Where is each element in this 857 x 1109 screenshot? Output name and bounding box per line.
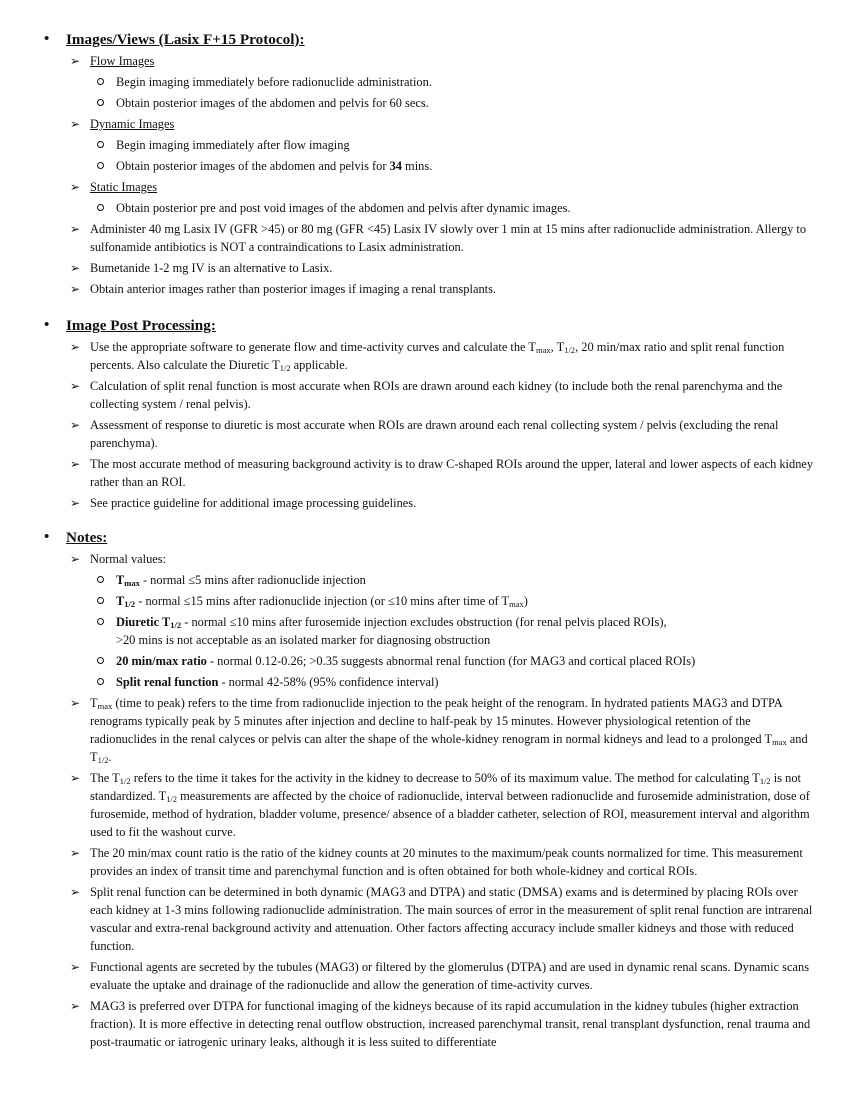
normal-value-split-renal-function: Split renal function - normal 42-58% (95% confidence interval) — [0, 673, 857, 691]
sub-list-item: Begin imaging immediately after flow imaging — [0, 136, 857, 154]
arrow-bullet-icon: ➢ — [70, 340, 81, 354]
list-item: ➢ Administer 40 mg Lasix IV (GFR >45) or 80 mg (GFR <45) Lasix IV slowly over 1 min at 15 mins after radionuclide administration. Allergy to sulfonamide antibiotics is NOT a contraindications to Lasix administration. — [70, 222, 807, 254]
section-heading: • Notes: — [44, 529, 108, 546]
circle-bullet-icon — [97, 162, 104, 169]
subsection-title: Dynamic Images — [90, 117, 175, 131]
arrow-bullet-icon: ➢ — [70, 496, 81, 510]
list-item: ➢ Split renal function can be determined in both dynamic (MAG3 and DTPA) and static (DMSA) exams and is determined by placing ROIs over each kidney at 1-3 mins following radionuclide administration. The main sources of error in the measurement of split renal function are intrarenal vascular and extra-renal background activity and attenuation. Other factors affecting accuracy include smaller kidneys and those with reduced function. — [70, 885, 813, 953]
list-item — [0, 115, 857, 133]
list-item: ➢ The 20 min/max count ratio is the ratio of the kidney counts at 20 minutes to the maximum/peak counts normalized for time. This measurement provides an index of transit time and parenchymal function and is often obtained for both whole-kidney and cortical ROIs. — [70, 846, 803, 878]
arrow-bullet-icon: ➢ — [70, 222, 81, 236]
arrow-bullet-icon: ➢ — [70, 180, 81, 194]
circle-bullet-icon — [97, 99, 104, 106]
bullet-icon: • — [44, 317, 50, 333]
list-item: ➢ Obtain anterior images rather than posterior images if imaging a renal transplants. — [70, 282, 497, 296]
arrow-bullet-icon: ➢ — [70, 885, 81, 899]
section-image-post-processing — [0, 315, 857, 515]
subsection-title: Flow Images — [90, 54, 155, 68]
sub-list-item: Obtain posterior images of the abdomen and pelvis for 34 mins. — [0, 157, 857, 175]
arrow-bullet-icon: ➢ — [70, 261, 81, 275]
list-item: ➢ $T_{max}$ (time to peak) refers to the time from radionuclide injection to the peak height of the renogram. In hydrated patients MAG3 and DTPA renograms typically peak by 5 minutes after injection and decline to half-peak by 15 minutes. However physiological retention of the radionuclides in the renal calyces or pelvis can alter the shape of the whole-kidney renogram in normal kidneys and lead to a prolonged $T_{max}$ and $T_{1/2}$. — [70, 696, 808, 765]
circle-bullet-icon — [97, 576, 104, 583]
normal-value-20-min-max-ratio: 20 min/max ratio - normal 0.12-0.26; >0.35 suggests abnormal renal function (for MAG3 and cortical placed ROIs) — [0, 652, 857, 670]
list-item — [0, 178, 857, 196]
list-item: ➢ Calculation of split renal function is most accurate when ROIs are drawn around each kidney (to include both the renal parenchyma and the collecting system / renal pelvis). — [70, 379, 783, 411]
section-images-views — [0, 29, 857, 301]
arrow-bullet-icon: ➢ — [70, 418, 81, 432]
list-item: ➢ Functional agents are secreted by the tubules (MAG3) or filtered by the glomerulus (DTPA) and are used in dynamic renal scans. Dynamic scans evaluate the uptake and drainage of the radionuclide and allow the generation of time-activity curves. — [70, 960, 810, 992]
list-item — [0, 52, 857, 70]
normal-value-diuretic-t-half: Diuretic $T_{1/2}$ - normal ≤10 mins after furosemide injection excludes obstruction (for renal pelvis placed ROIs), >20 mins is not acceptable as an isolated marker for diagnosing obstruction — [0, 613, 857, 649]
section-heading: • Images/Views (Lasix F+15 Protocol): — [44, 31, 305, 48]
arrow-bullet-icon: ➢ — [70, 696, 81, 710]
arrow-bullet-icon: ➢ — [70, 54, 81, 68]
list-item: ➢ Use the appropriate software to generate flow and time-activity curves and calculate the $T_{max}$, $T_{1/2}$, 20 min/max ratio and split renal function percents. Also calculate the Diuretic $T_{1/2}$ applicable. — [70, 340, 785, 373]
sub-list-item: Obtain posterior images of the abdomen and pelvis for 60 secs. — [0, 94, 857, 112]
list-item: ➢ The $T_{1/2}$ refers to the time it takes for the activity in the kidney to decrease to 50% of its maximum value. The method for calculating $T_{1/2}$ is not standardized. $T_{1/2}$ measurements are affected by the choice of radionuclide, interval between radionuclide and furosemide administration, dose of furosemide, method of hydration, bladder volume, presence/ absence of a bladder catheter, selection of ROI, measurement interval and algorithm used to fit the washout curve. — [70, 771, 810, 839]
list-item: ➢ See practice guideline for additional image processing guidelines. — [70, 496, 417, 510]
list-item: ➢ Assessment of response to diuretic is most accurate when ROIs are drawn around each renal collecting system / pelvis (excluding the renal parenchyma). — [70, 418, 779, 450]
arrow-bullet-icon: ➢ — [70, 771, 81, 785]
normal-value-t-half: $T_{1/2}$ - normal ≤15 mins after radionuclide injection (or ≤10 mins after time of $T_{max}$) — [0, 592, 857, 610]
sub-list-item: Obtain posterior pre and post void images of the abdomen and pelvis after dynamic images. — [0, 199, 857, 217]
list-item: ➢ MAG3 is preferred over DTPA for functional imaging of the kidneys because of its rapid accumulation in the kidney tubules (higher extraction fraction). It is more effective in detecting renal outflow obstruction, increased parenchymal transit, renal transplant dysfunction, renal trauma and post-traumatic or iatrogenic urinary leaks, although it is less suited to differentiate — [70, 999, 811, 1049]
arrow-bullet-icon: ➢ — [70, 552, 81, 566]
arrow-bullet-icon: ➢ — [70, 457, 81, 471]
arrow-bullet-icon: ➢ — [70, 117, 81, 131]
arrow-bullet-icon: ➢ — [70, 379, 81, 393]
list-item: ➢ The most accurate method of measuring background activity is to draw C-shaped ROIs around the upper, lateral and lower aspects of each kidney rather than an ROI. — [70, 457, 814, 489]
normal-value-tmax: $T_{max}$ - normal ≤5 mins after radionuclide injection — [0, 571, 857, 589]
circle-bullet-icon — [97, 78, 104, 85]
circle-bullet-icon — [97, 618, 104, 625]
circle-bullet-icon — [97, 141, 104, 148]
arrow-bullet-icon: ➢ — [70, 282, 81, 296]
circle-bullet-icon — [97, 657, 104, 664]
circle-bullet-icon — [97, 597, 104, 604]
circle-bullet-icon — [97, 204, 104, 211]
arrow-bullet-icon: ➢ — [70, 960, 81, 974]
section-heading: • Image Post Processing: — [44, 317, 216, 334]
circle-bullet-icon — [97, 678, 104, 685]
section-notes — [0, 527, 857, 1054]
arrow-bullet-icon: ➢ — [70, 846, 81, 860]
bullet-icon: • — [44, 31, 50, 47]
arrow-bullet-icon: ➢ — [70, 999, 81, 1013]
sub-list-item: Begin imaging immediately before radionuclide administration. — [0, 73, 857, 91]
list-item: ➢ Bumetanide 1-2 mg IV is an alternative to Lasix. — [70, 261, 333, 275]
bullet-icon: • — [44, 529, 50, 545]
subsection-title: Static Images — [90, 180, 158, 194]
list-item: ➢ Normal values: — [70, 552, 167, 566]
